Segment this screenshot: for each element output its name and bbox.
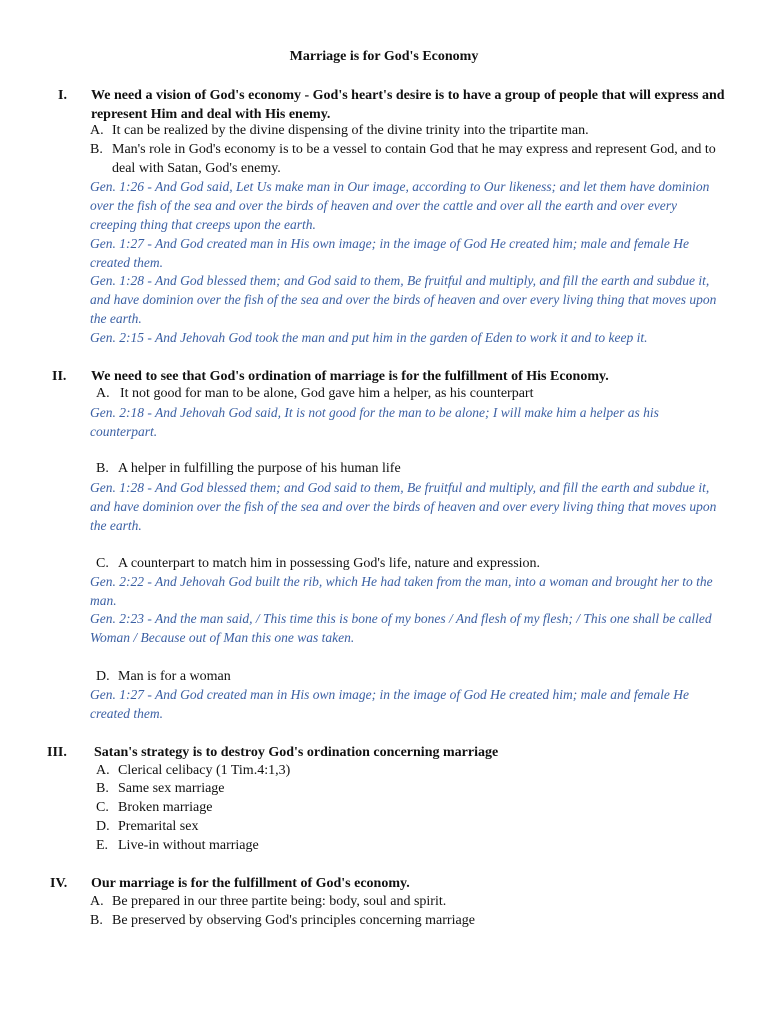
scripture-verse: Gen. 2:18 - And Jehovah God said, It is not good for the man to be alone; I will make him a helper as his counterpart. — [90, 405, 659, 439]
item-text: Live-in without marriage — [118, 838, 259, 853]
item-text: Man is for a woman — [118, 669, 231, 684]
scripture-verse: Gen. 1:26 - And God said, Let Us make man in Our image, according to Our likeness; and let them have dominion over the fish of the sea and over the birds of heaven and over the cattle and over all the earth and over every creeping thing that creeps upon the earth. — [90, 179, 710, 232]
scripture-verse: Gen. 1:28 - And God blessed them; and God said to them, Be fruitful and multiply, and fill the earth and subdue it, and have dominion over the fish of the sea and over the birds of heaven and over every living thing that moves upon the earth. — [90, 273, 717, 326]
section-numeral: II. — [52, 369, 67, 384]
section-heading: Satan's strategy is to destroy God's ordination concerning marriage — [94, 745, 499, 760]
page-title: Marriage is for God's Economy — [289, 49, 479, 64]
item-text: A helper in fulfilling the purpose of his human life — [118, 461, 401, 476]
scripture-verse: Gen. 1:27 - And God created man in His own image; in the image of God He created him; male and female He created them. — [90, 687, 690, 721]
item-text: It not good for man to be alone, God gave him a helper, as his counterpart — [120, 386, 534, 401]
item-label: A. — [90, 894, 104, 909]
item-text: Be prepared in our three partite being: body, soul and spirit. — [112, 894, 447, 909]
item-text: Same sex marriage — [118, 781, 225, 796]
item-label: C. — [96, 556, 109, 571]
scripture-verse: Gen. 2:23 - And the man said, / This time this is bone of my bones / And flesh of my flesh; / This one shall be called Woman / Because out of Man this one was taken. — [90, 611, 712, 645]
section-heading: Our marriage is for the fulfillment of God's economy. — [91, 876, 410, 891]
item-label: B. — [90, 913, 103, 928]
item-text: Clerical celibacy (1 Tim.4:1,3) — [118, 763, 291, 778]
item-label: A. — [96, 386, 110, 401]
item-text: Broken marriage — [118, 800, 213, 815]
item-text: It can be realized by the divine dispensing of the divine trinity into the tripartite man. — [112, 123, 589, 138]
scripture-verse: Gen. 1:28 - And God blessed them; and God said to them, Be fruitful and multiply, and fill the earth and subdue it, and have dominion over the fish of the sea and over the birds of heaven and over every living thing that moves upon the earth. — [90, 480, 717, 533]
scripture-verse: Gen. 1:27 - And God created man in His own image; in the image of God He created him; male and female He created them. — [90, 236, 690, 270]
item-text: A counterpart to match him in possessing God's life, nature and expression. — [118, 556, 541, 571]
item-label: E. — [96, 838, 109, 853]
item-label: A. — [90, 123, 104, 138]
item-label: B. — [90, 142, 103, 157]
item-label: B. — [96, 781, 109, 796]
section-heading: We need to see that God's ordination of marriage is for the fulfillment of His Economy. — [91, 369, 609, 384]
item-text: Be preserved by observing God's principles concerning marriage — [112, 913, 475, 928]
item-label: D. — [96, 669, 110, 684]
scripture-verse: Gen. 2:15 - And Jehovah God took the man and put him in the garden of Eden to work it and to keep it. — [90, 330, 648, 345]
section-heading: We need a vision of God's economy - God's heart's desire is to have a group of people that will express and represent Him and deal with His enemy. — [91, 88, 725, 122]
item-label: A. — [96, 763, 110, 778]
item-text: Premarital sex — [118, 819, 199, 834]
section-numeral: IV. — [50, 876, 68, 891]
item-label: C. — [96, 800, 109, 815]
item-label: D. — [96, 819, 110, 834]
section-numeral: I. — [58, 88, 67, 103]
item-text: Man's role in God's economy is to be a vessel to contain God that he may express and represent God, and to deal with Satan, God's enemy. — [112, 142, 716, 176]
item-label: B. — [96, 461, 109, 476]
section-numeral: III. — [47, 745, 67, 760]
scripture-verse: Gen. 2:22 - And Jehovah God built the rib, which He had taken from the man, into a woman and brought her to the man. — [90, 574, 713, 608]
